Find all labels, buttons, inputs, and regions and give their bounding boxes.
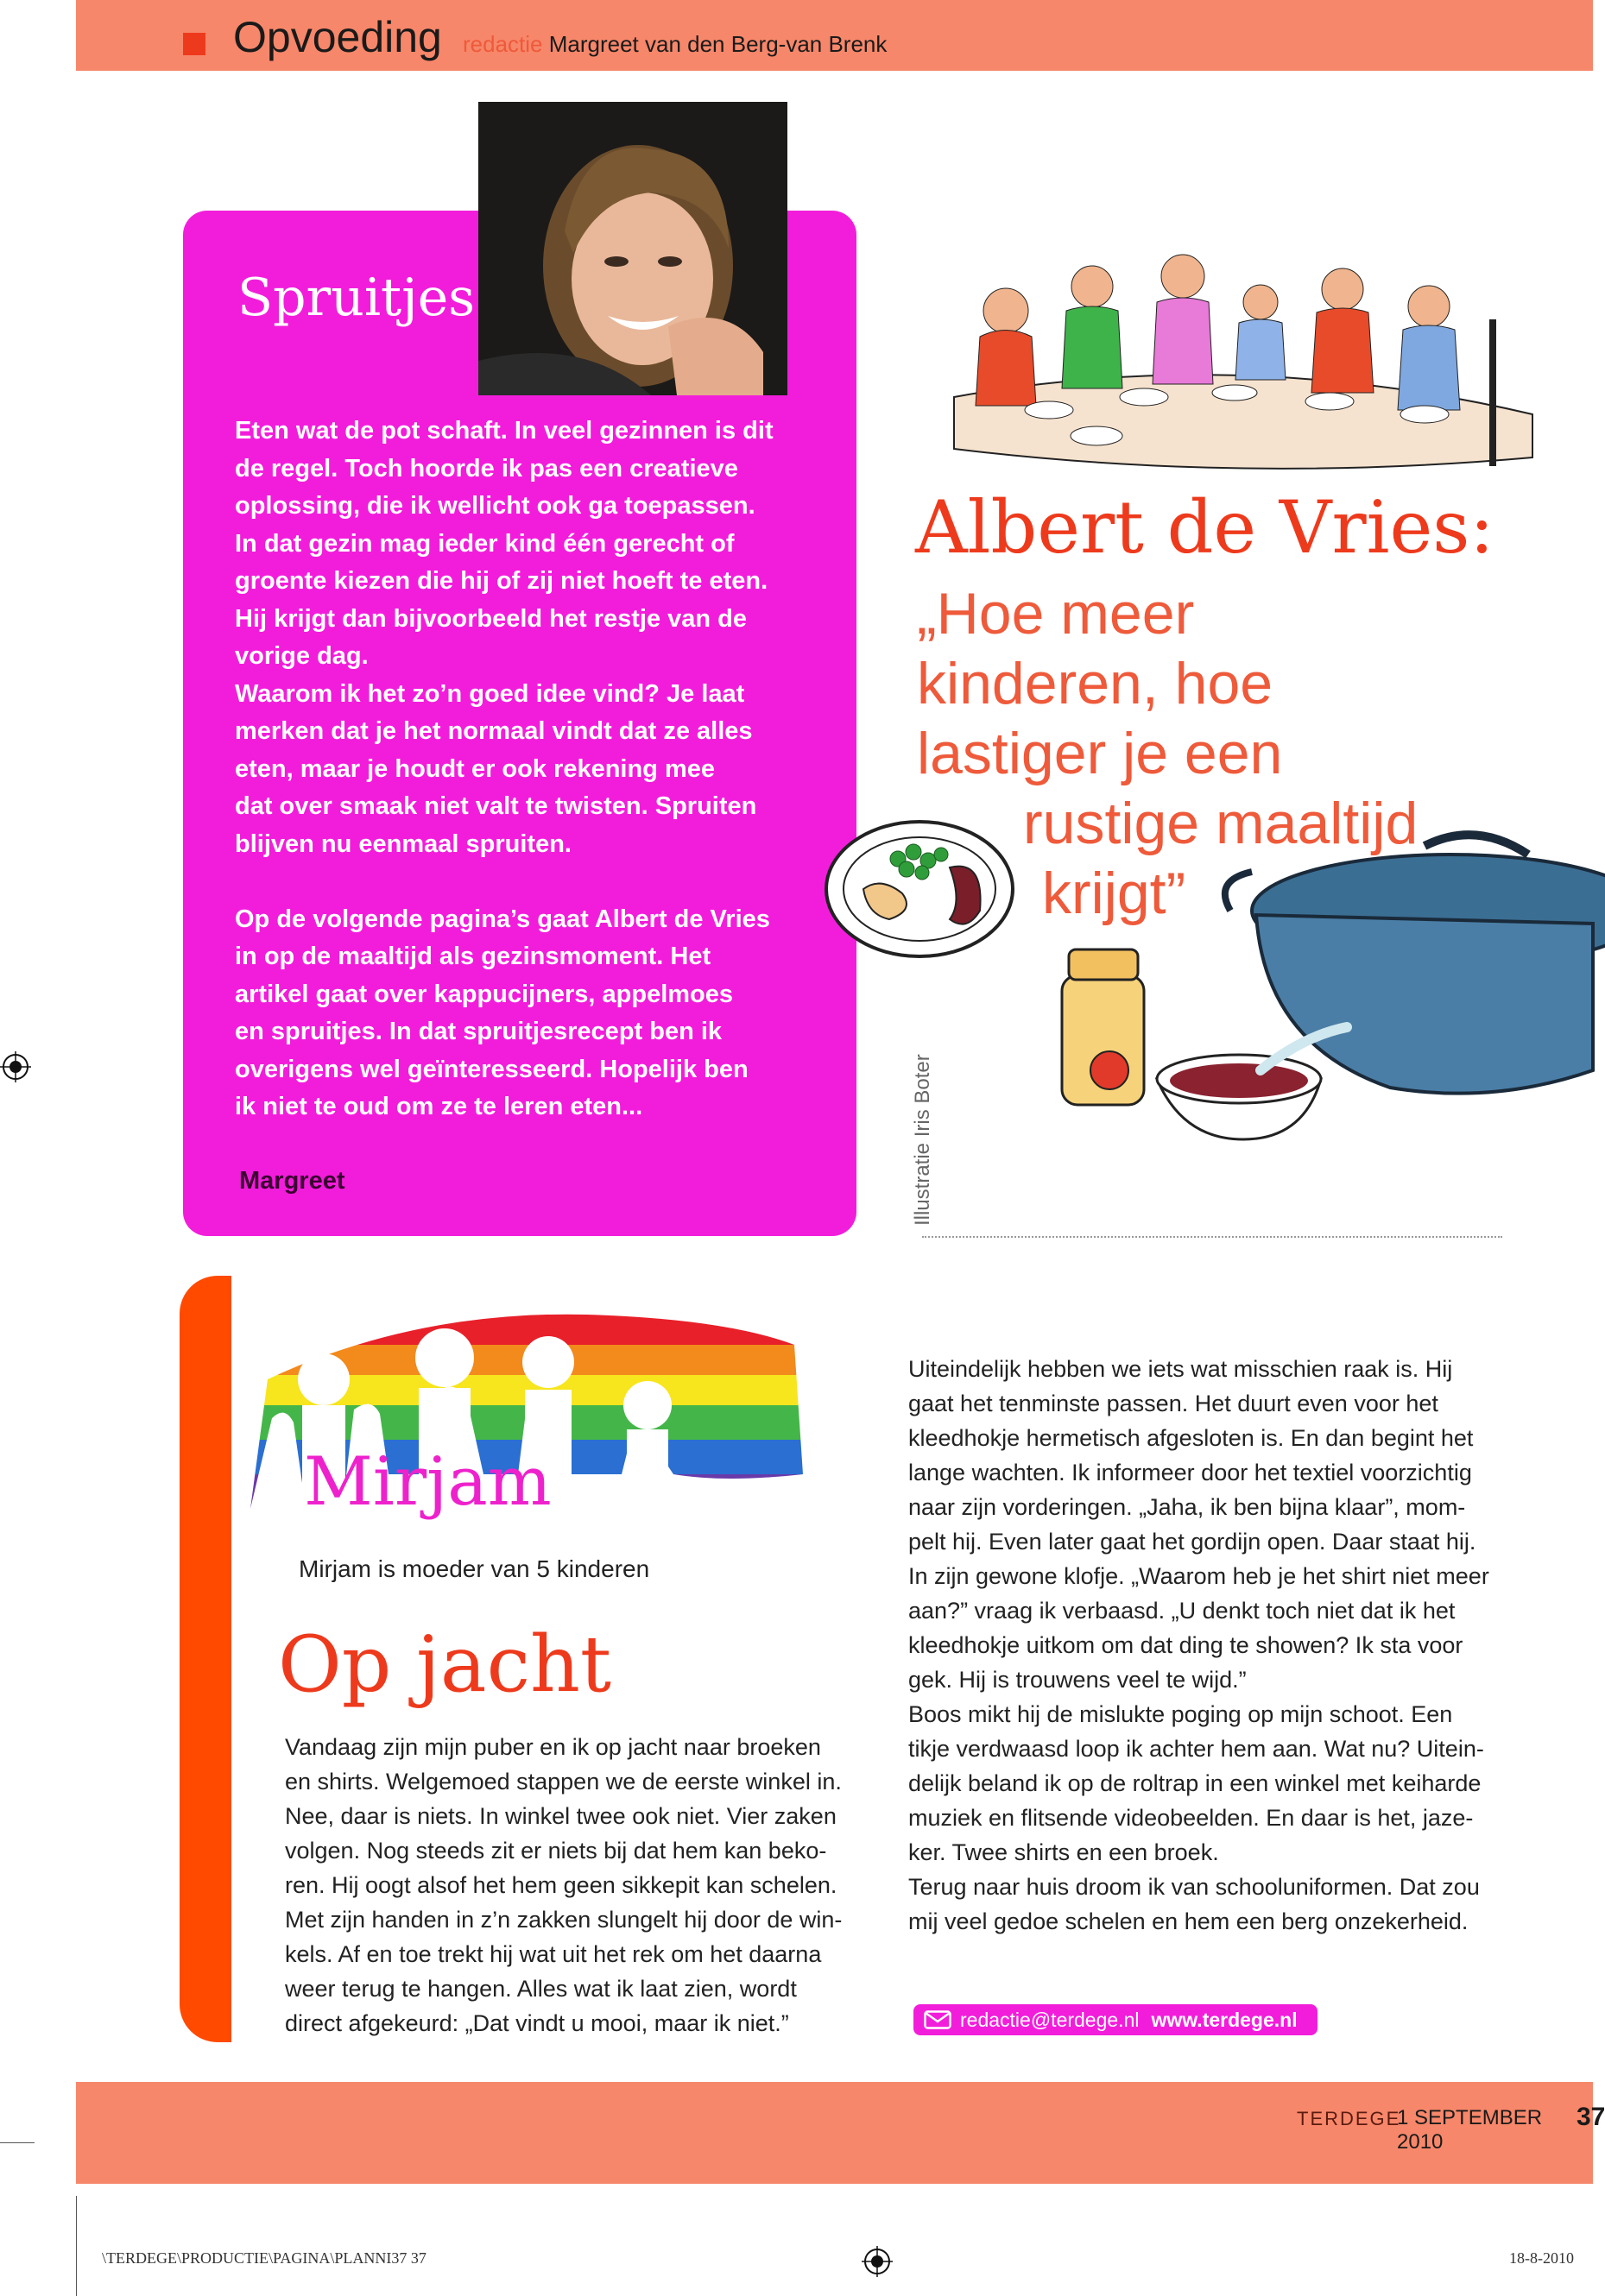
column-line: In dat gezin mag ieder kind één gerecht of [235, 529, 735, 558]
feature-quote-line: lastiger je een [917, 721, 1283, 786]
article-line: pelt hij. Even later gaat het gordijn open. Daar staat hij. [908, 1529, 1476, 1555]
article-title: Op jacht [278, 1619, 612, 1710]
article-line: ker. Twee shirts en een broek. [908, 1839, 1219, 1865]
author-photo [478, 102, 787, 395]
contact-website-link[interactable]: www.terdege.nl [1151, 2008, 1298, 2031]
column-body [235, 413, 822, 1164]
column-line: Op de volgende pagina’s gaat Albert de Vries [235, 905, 770, 933]
editor-label: redactie [463, 31, 543, 57]
column-line: de regel. Toch hoorde ik pas een creatieve [235, 454, 738, 483]
article-line: Uiteindelijk hebben we iets wat misschien raak is. Hij [908, 1356, 1453, 1382]
feature-quote-line: kinderen, hoe [917, 651, 1273, 716]
column-line: Eten wat de pot schaft. In veel gezinnen is dit [235, 417, 774, 445]
plate-illustration [820, 807, 1019, 962]
article-line: volgen. Nog steeds zit er niets bij dat hem kan beko- [285, 1838, 827, 1864]
section-marker-square [183, 33, 205, 55]
article-line: In zijn gewone klofje. „Waarom heb je het shirt niet meer [908, 1563, 1489, 1589]
mail-icon [924, 2010, 951, 2029]
column-line: Waarom ik het zo’n goed idee vind? Je laat [235, 679, 745, 708]
column-line: groente kiezen die hij of zij niet hoeft te eten. [235, 567, 768, 595]
footer-date: 1 SEPTEMBER 2010 [1397, 2106, 1543, 2154]
article-line: weer terug te hangen. Alles wat ik laat zien, wordt [285, 1976, 797, 2002]
column-line: overigens wel geïnteresseerd. Hopelijk ben [235, 1055, 749, 1083]
article-line: gaat het tenminste passen. Het duurt even voor het [908, 1391, 1438, 1416]
article-line: ren. Hij oogt alsof het hem geen sikkepit kan schelen. [285, 1872, 837, 1898]
footer-page-number: 37 [1577, 2103, 1605, 2131]
column-title: Spruitjes [237, 268, 476, 328]
article-line: kleedhokje hermetisch afgesloten is. En dan begint het [908, 1425, 1474, 1451]
dotted-divider [922, 1236, 1502, 1238]
crop-mark [76, 2196, 77, 2296]
feature-title: Albert de Vries: [915, 485, 1494, 570]
article-line: Vandaag zijn mijn puber en ik op jacht naar broeken [285, 1734, 821, 1760]
article-line: kleedhokje uitkom om dat ding te showen? Ik sta voor [908, 1632, 1463, 1658]
mirjam-name: Mirjam [304, 1443, 552, 1521]
editor-name: Margreet van den Berg-van Brenk [548, 31, 888, 57]
column-line: en spruitjes. In dat spruitjesrecept ben ik [235, 1018, 723, 1045]
column-line: Hij krijgt dan bijvoorbeeld het restje van de [235, 604, 748, 633]
registration-mark-icon [0, 1051, 31, 1082]
article-line: mij veel gedoe schelen en hem een berg onzekerheid. [908, 1908, 1469, 1934]
article-line: tikje verdwaasd loop ik achter hem aan. Wat nu? Uitein- [908, 1736, 1484, 1762]
article-body-right [908, 1352, 1513, 1939]
column-line: artikel gaat over kappucijners, appelmoes [235, 980, 734, 1008]
article-line: delijk beland ik op de roltrap in een winkel met keiharde [908, 1770, 1482, 1796]
crop-mark [0, 2142, 35, 2143]
article-line: direct afgekeurd: „Dat vindt u mooi, maar ik niet.” [285, 2010, 789, 2036]
column-line: vorige dag. [235, 642, 369, 670]
article-line: Nee, daar is niets. In winkel twee ook niet. Vier zaken [285, 1803, 837, 1829]
article-line: kels. Af en toe trekt hij wat uit het rek om het daarna [285, 1941, 822, 1967]
footer-magazine-name: TERDEGE [1297, 2108, 1401, 2129]
article-line: naar zijn vorderingen. „Jaha, ik ben bijna klaar”, mom- [908, 1494, 1466, 1520]
column-line: blijven nu eenmaal spruiten. [235, 829, 572, 858]
article-line: lange wachten. Ik informeer door het textiel voorzichtig [908, 1460, 1472, 1485]
mirjam-subtitle: Mirjam is moeder van 5 kinderen [299, 1555, 650, 1582]
article-line: aan?” vraag ik verbaasd. „U denkt toch niet dat ik het [908, 1598, 1456, 1624]
article-line: Met zijn handen in z’n zakken slungelt hij door de win- [285, 1907, 843, 1933]
print-slug-path: \TERDEGE\PRODUCTIE\PAGINA\PLANNI37 37 [102, 2249, 427, 2267]
column-line: dat over smaak niet valt te twisten. Spruiten [235, 792, 757, 820]
column-line: ik niet te oud om ze te leren eten... [235, 1093, 643, 1120]
article-line: en shirts. Welgemoed stappen we de eerste winkel in. [285, 1769, 842, 1795]
pot-jar-bowl-illustration [1045, 829, 1593, 1148]
contact-bar [913, 2004, 1317, 2035]
column-line: in op de maaltijd als gezinsmoment. Het [235, 943, 711, 970]
article-line: Terug naar huis droom ik van schooluniformen. Dat zou [908, 1874, 1480, 1900]
family-dinner-illustration [937, 242, 1541, 492]
column-signature: Margreet [239, 1167, 345, 1195]
article-line: Boos mikt hij de mislukte poging op mijn schoot. Een [908, 1701, 1453, 1727]
registration-mark-icon [862, 2246, 893, 2277]
article-line: muziek en flitsende videobeelden. En daar is het, jaze- [908, 1805, 1474, 1831]
article-line: gek. Hij is trouwens veel te wijd.” [908, 1667, 1247, 1693]
section-title: Opvoeding [233, 13, 442, 61]
print-slug-date: 18-8-2010 [1509, 2249, 1574, 2267]
article-body-left [285, 1730, 872, 2041]
column-line: eten, maar je houdt er ook rekening mee [235, 754, 715, 783]
column-accent-bar [180, 1276, 231, 2042]
contact-email-link[interactable]: redactie@terdege.nl [960, 2008, 1140, 2031]
bottom-band [76, 2082, 1593, 2184]
column-line: merken dat je het normaal vindt dat ze alles [235, 717, 753, 745]
column-line: oplossing, die ik wellicht ook ga toepassen. [235, 492, 755, 520]
feature-quote-line: krijgt” [1042, 861, 1186, 926]
feature-quote-line: „Hoe meer [917, 581, 1195, 647]
feature-quote-line: rustige maaltijd [1023, 791, 1419, 856]
editor-line [463, 31, 887, 58]
illustration-credit: Illustratie Iris Boter [911, 1054, 934, 1226]
